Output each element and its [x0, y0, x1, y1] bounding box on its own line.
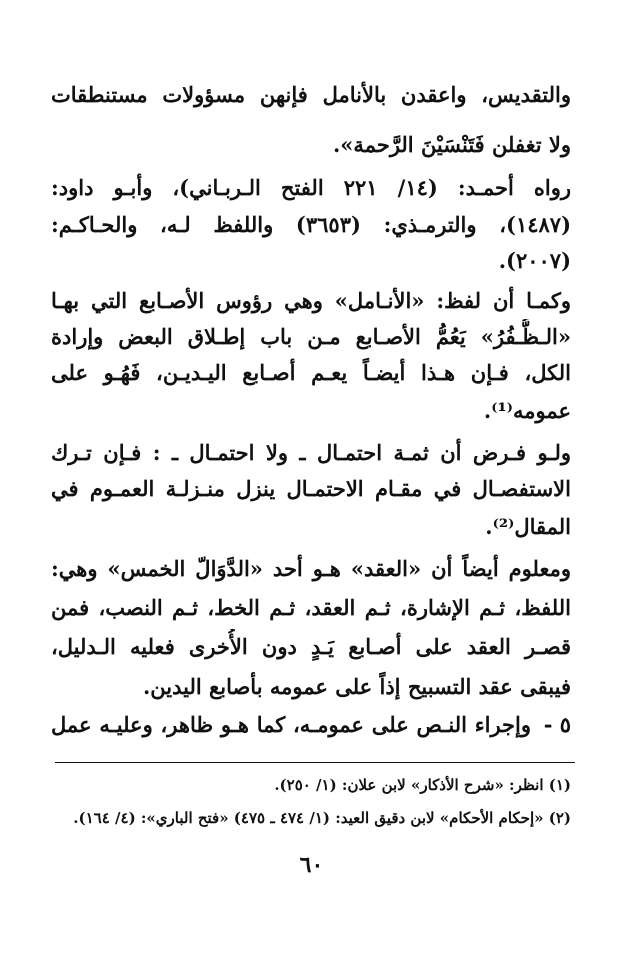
text-line: الكل، فـإن هـذا أيضـاً يعـم أصـابع اليـديـن، فَهُـو على: [51, 360, 571, 385]
item-number: ٥ -: [543, 712, 571, 737]
text-line: (١٤٨٧)، والترمـذي: (٣٦٥٣) واللفظ لـه، والحـاكـم:: [51, 212, 571, 237]
text-line: اللفظ، ثـم الإشارة، ثـم العقد، ثـم الخط، ثـم النصب، فمن: [51, 595, 571, 620]
text-line: ومعلوم أيضاً أن «العقد» هـو أحد «الدَّوَالّ الخمس» وهي:: [51, 556, 571, 581]
footnote-divider: [55, 762, 575, 763]
page-number: ٦٠: [299, 852, 324, 878]
text-line: «الـظُّـفُرُ» يَعُمُّ الأصـابع مـن باب إطـلاق البعض وإرادة: [51, 324, 571, 349]
text-line: فيبقى عقد التسبيح إذاً على عمومه بأصابع اليدين.: [143, 674, 571, 699]
text-line: الاستفصـال في مقـام الاحتمـال ينزل منـزلـة العمـوم في: [51, 476, 571, 501]
footnote: (١) انظر: «شرح الأذكار» لابن علان: (١/ ٢٥٠).: [274, 776, 571, 794]
text-line: المقال⁽²⁾.: [485, 514, 571, 539]
text-line: والتقديس، واعقدن بالأنامل فإنهن مسؤولات مستنطقات: [51, 82, 571, 107]
text-line: وإجراء النـص على عمومـه، كما هـو ظاهر، وعليـه عمل: [51, 712, 531, 737]
text-line: رواه أحمـد: (١٤/ ٢٢١ الفتح الـربـاني)، وأبـو داود:: [51, 175, 571, 200]
text-line: ولـو فـرض أن ثمـة احتمـال ـ ولا احتمـال ـ : فـإن تـرك: [51, 440, 571, 465]
footnote: (٢) «إحكام الأحكام» لابن دقيق العيد: (١/ ٤٧٤ ـ ٤٧٥) «فتح الباري»: (٤/ ١٦٤).: [73, 809, 571, 827]
text-line: قصـر العقد على أصـابع يَـدٍ دون الأُخرى فعليه الـدليل،: [51, 634, 571, 659]
text-line: عمومه⁽¹⁾.: [483, 398, 571, 423]
text-line: (٢٠٠٧).: [498, 248, 571, 273]
text-line: ولا تغفلن فَتَنْسَيْنَ الرَّحمة».: [333, 132, 571, 157]
text-line: وكمـا أن لفظ: «الأنـامل» وهي رؤوس الأصـابع التي بهـا: [51, 288, 571, 313]
